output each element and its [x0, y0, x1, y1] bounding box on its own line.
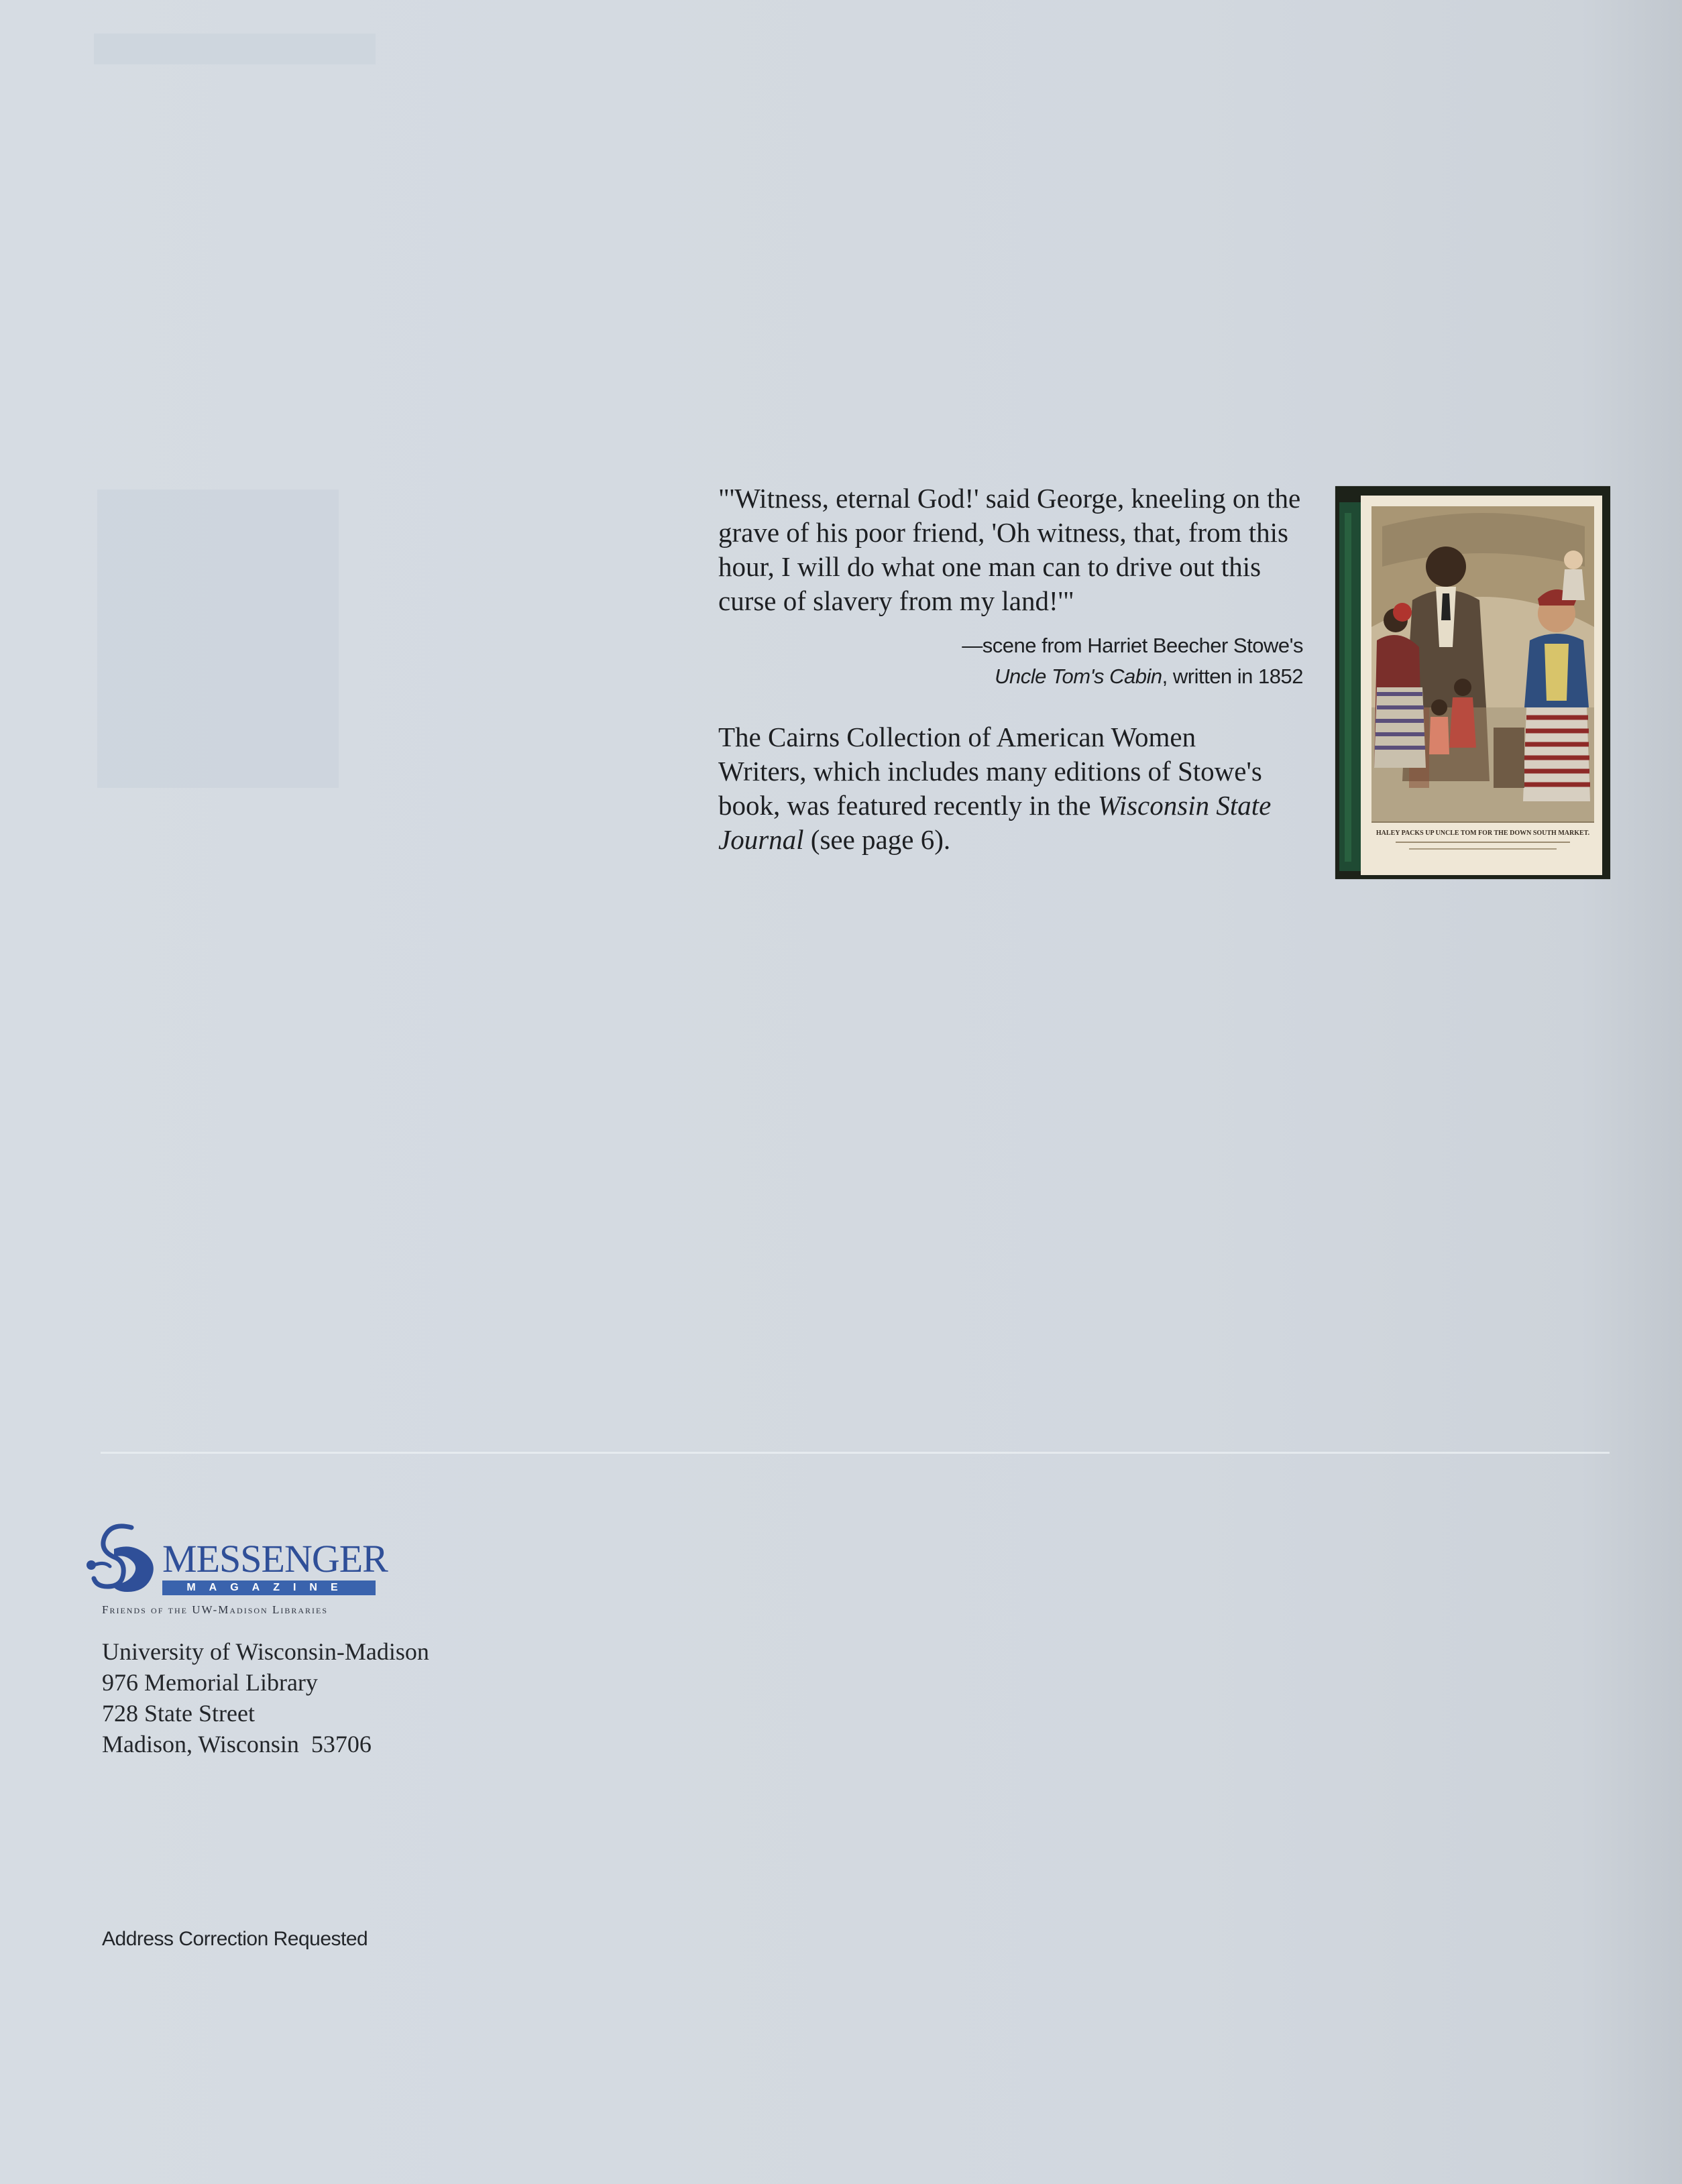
book-illustration-photo: [1335, 486, 1610, 879]
logo-subline: Friends of the UW-Madison Libraries: [102, 1603, 329, 1616]
show-through-image: [97, 490, 339, 788]
attribution-suffix: , written in 1852: [1162, 665, 1303, 688]
logo-swirl-icon: [85, 1522, 162, 1597]
quote-text: "'Witness, eternal God!' said George, kneeling on the grave of his poor friend, 'Oh witness, that, from this hour, I will do what one man can to drive out this curse of slavery from my land!'": [718, 483, 1301, 616]
quote-section: [718, 481, 1308, 857]
feature-text-end: (see page 6).: [803, 824, 951, 855]
illustration-caption: HALEY PACKS UP UNCLE TOM FOR THE DOWN SOUTH MARKET.: [1376, 829, 1590, 837]
address-line: University of Wisconsin-Madison: [102, 1638, 429, 1665]
journal-title: Wisconsin State Journal: [718, 790, 1272, 855]
address-line: Madison, Wisconsin 53706: [102, 1731, 372, 1758]
feature-paragraph: [718, 720, 1288, 857]
logo-wordmark: MESSENGER: [162, 1537, 388, 1580]
section-divider: [101, 1452, 1610, 1454]
logo-magazine-band: MAGAZINE: [162, 1580, 376, 1595]
messenger-magazine-logo: [85, 1521, 388, 1621]
book-title: Uncle Tom's Cabin: [995, 665, 1162, 688]
attribution-book-line: [718, 661, 1303, 692]
quote-attribution: [718, 630, 1303, 692]
address-correction-note: Address Correction Requested: [102, 1928, 368, 1950]
address-line: 976 Memorial Library: [102, 1669, 318, 1696]
attribution-prefix: —scene from Harriet Beecher Stowe's: [962, 634, 1303, 657]
show-through-bar: [94, 34, 376, 64]
return-address: [102, 1636, 429, 1760]
feature-text: The Cairns Collection of American Women Writers, which includes many editions of Stowe's book, was featured recently in the: [718, 722, 1262, 821]
address-line: 728 State Street: [102, 1700, 255, 1727]
book-illustration: [1335, 486, 1610, 879]
